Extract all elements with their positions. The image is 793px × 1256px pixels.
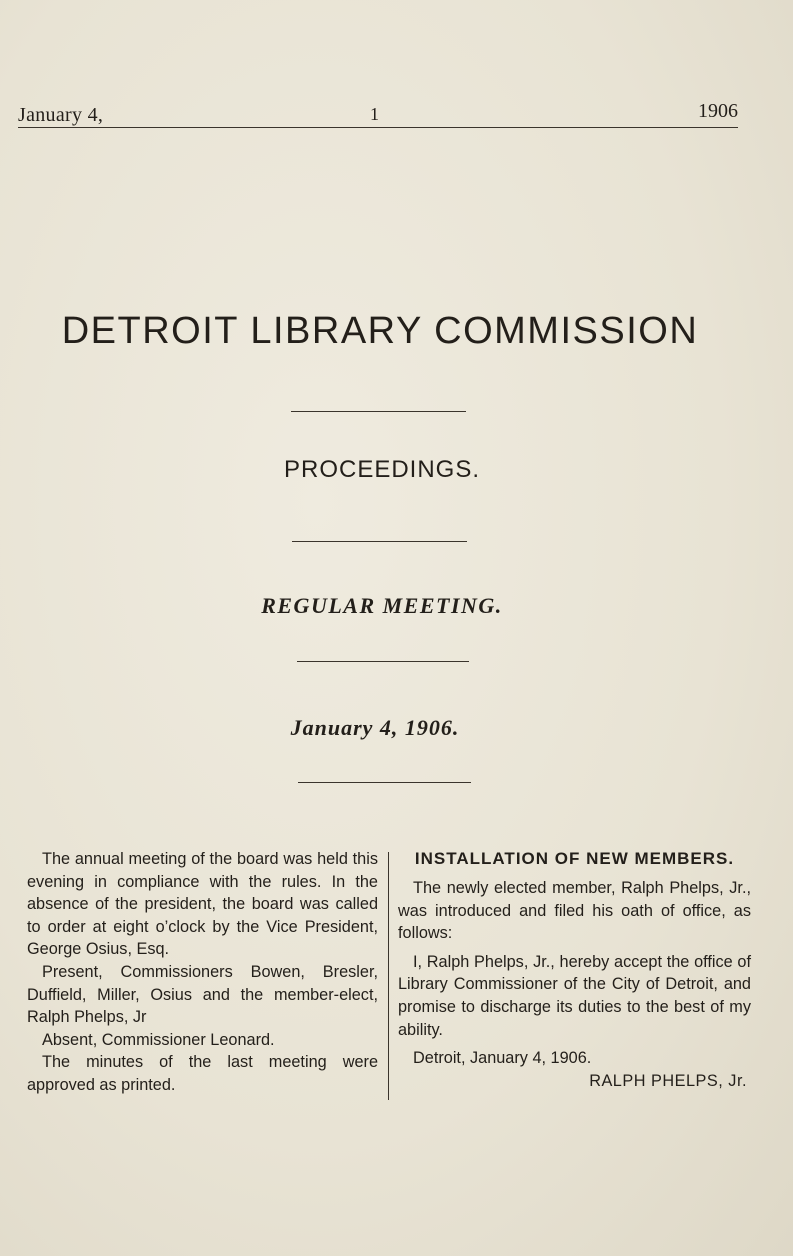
subtitle: PROCEEDINGS. — [283, 456, 481, 483]
section-heading: INSTALLATION OF NEW MEMBERS. — [414, 849, 735, 868]
divider-rule — [297, 661, 469, 662]
meeting-date: January 4, 1906. — [290, 715, 460, 740]
signature: RALPH PHELPS, Jr. — [589, 1071, 747, 1090]
header-rule — [18, 127, 738, 128]
oath-date: Detroit, January 4, 1906. — [413, 1049, 592, 1068]
oath-paragraph: I, Ralph Phelps, Jr., hereby accept the office of Library Commissioner of the City of Detroit, and promise to discharge its duties to the best of my ability. — [398, 952, 751, 1039]
paragraph: The annual meeting of the board was held this evening in compliance with the rules. In the absence of the president, the board was called to order at eight o’clock by the Vice President, George Osius, Esq. — [27, 850, 378, 959]
paragraph: The minutes of the last meeting were approved as printed. — [27, 1053, 378, 1094]
right-column — [398, 846, 751, 1092]
divider-rule — [298, 782, 471, 783]
page-title: DETROIT LIBRARY COMMISSION — [61, 310, 699, 352]
page-number: 1 — [370, 104, 379, 124]
divider-rule — [291, 411, 466, 412]
paragraph: The newly elected member, Ralph Phelps, Jr., was introduced and filed his oath of office, as follows: — [398, 879, 751, 943]
left-column — [27, 848, 378, 1097]
paragraph: Absent, Commissioner Leonard. — [42, 1030, 275, 1049]
running-head — [18, 100, 738, 130]
meeting-type: REGULAR MEETING. — [261, 593, 503, 618]
paragraph: Present, Commissioners Bowen, Bresler, Duffield, Miller, Osius and the member-elect, Ralph Phelps, Jr — [27, 962, 378, 1027]
divider-rule — [292, 541, 467, 542]
column-divider — [388, 852, 389, 1100]
running-head-date: January 4, — [18, 104, 104, 126]
running-head-year: 1906 — [698, 100, 738, 122]
